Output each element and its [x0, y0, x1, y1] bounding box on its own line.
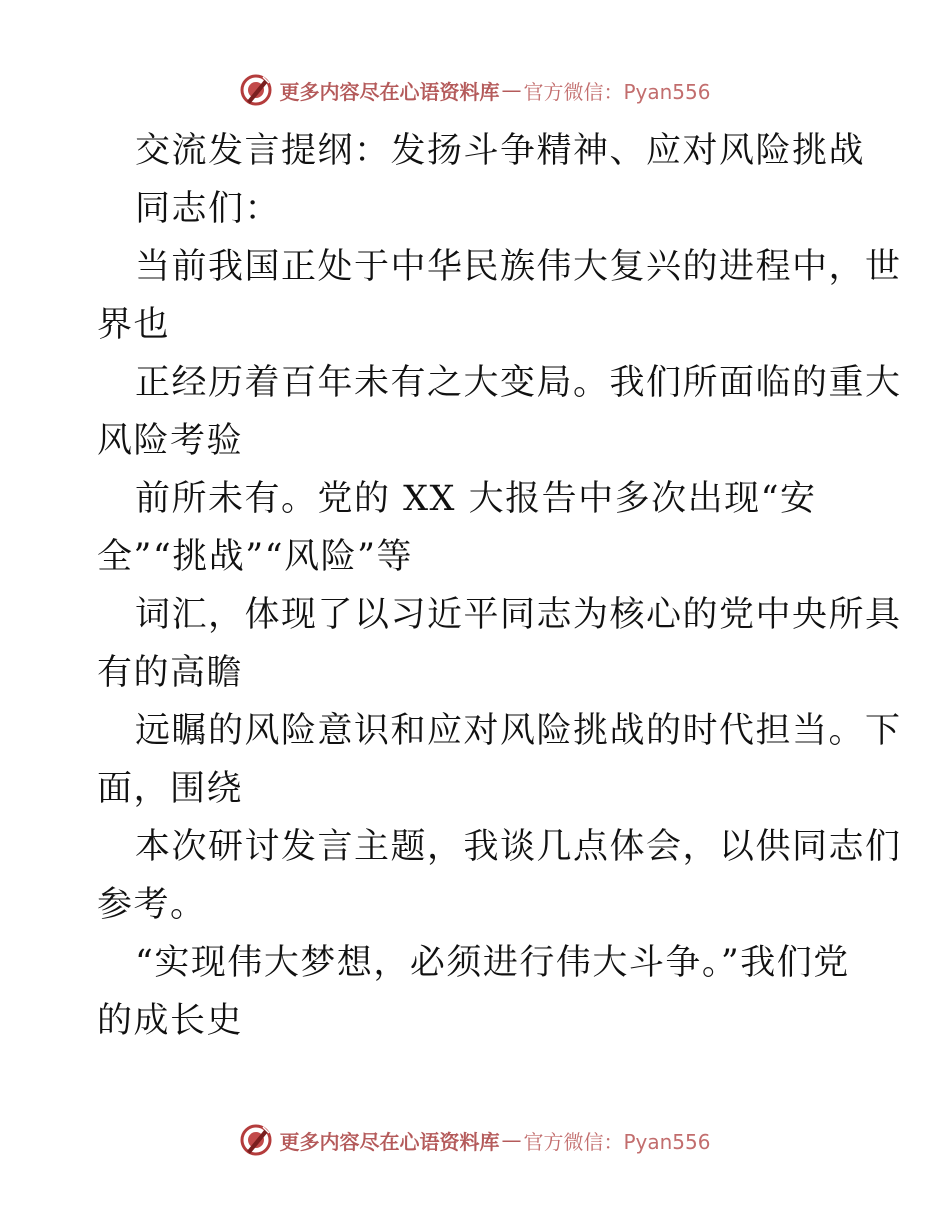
- document-body: [97, 122, 902, 1050]
- paragraph-line: 的成长史: [97, 1001, 244, 1041]
- paragraph-line: 界也: [97, 305, 171, 345]
- paragraph-line: 参考。: [97, 885, 207, 925]
- document-title: 交流发言提纲：发扬斗争精神、应对风险挑战: [135, 131, 866, 171]
- banner-wechat-text: 官方微信：Pyan556: [523, 1129, 711, 1154]
- header-banner: [0, 70, 950, 110]
- paragraph-line: 本次研讨发言主题，我谈几点体会，以供同志们: [135, 827, 902, 867]
- banner-site-text: 更多内容尽在心语资料库: [279, 79, 500, 104]
- banner-separator: —: [501, 78, 522, 102]
- paragraph-line: 远瞩的风险意识和应对风险挑战的时代担当。下: [135, 711, 902, 751]
- pen-logo-icon: [239, 1123, 273, 1157]
- pen-logo-icon: [239, 73, 273, 107]
- paragraph-line: 全”“挑战”“风险”等: [97, 537, 413, 577]
- paragraph-line: 面，围绕: [97, 769, 244, 809]
- paragraph-line: 前所未有。党的 XX 大报告中多次出现“安: [135, 479, 817, 519]
- paragraph-line: 正经历着百年未有之大变局。我们所面临的重大: [135, 363, 902, 403]
- paragraph-line: 词汇，体现了以习近平同志为核心的党中央所具: [135, 595, 902, 635]
- banner-site-text: 更多内容尽在心语资料库: [279, 1129, 500, 1154]
- paragraph-line: 风险考验: [97, 421, 244, 461]
- paragraph-line: “实现伟大梦想，必须进行伟大斗争。”我们党: [135, 943, 850, 983]
- paragraph-line: 有的高瞻: [97, 653, 244, 693]
- paragraph-line: 当前我国正处于中华民族伟大复兴的进程中，世: [135, 247, 902, 287]
- banner-separator: —: [501, 1128, 522, 1152]
- salutation: 同志们：: [135, 189, 282, 229]
- banner-wechat-text: 官方微信：Pyan556: [523, 79, 711, 104]
- footer-banner: [0, 1120, 950, 1160]
